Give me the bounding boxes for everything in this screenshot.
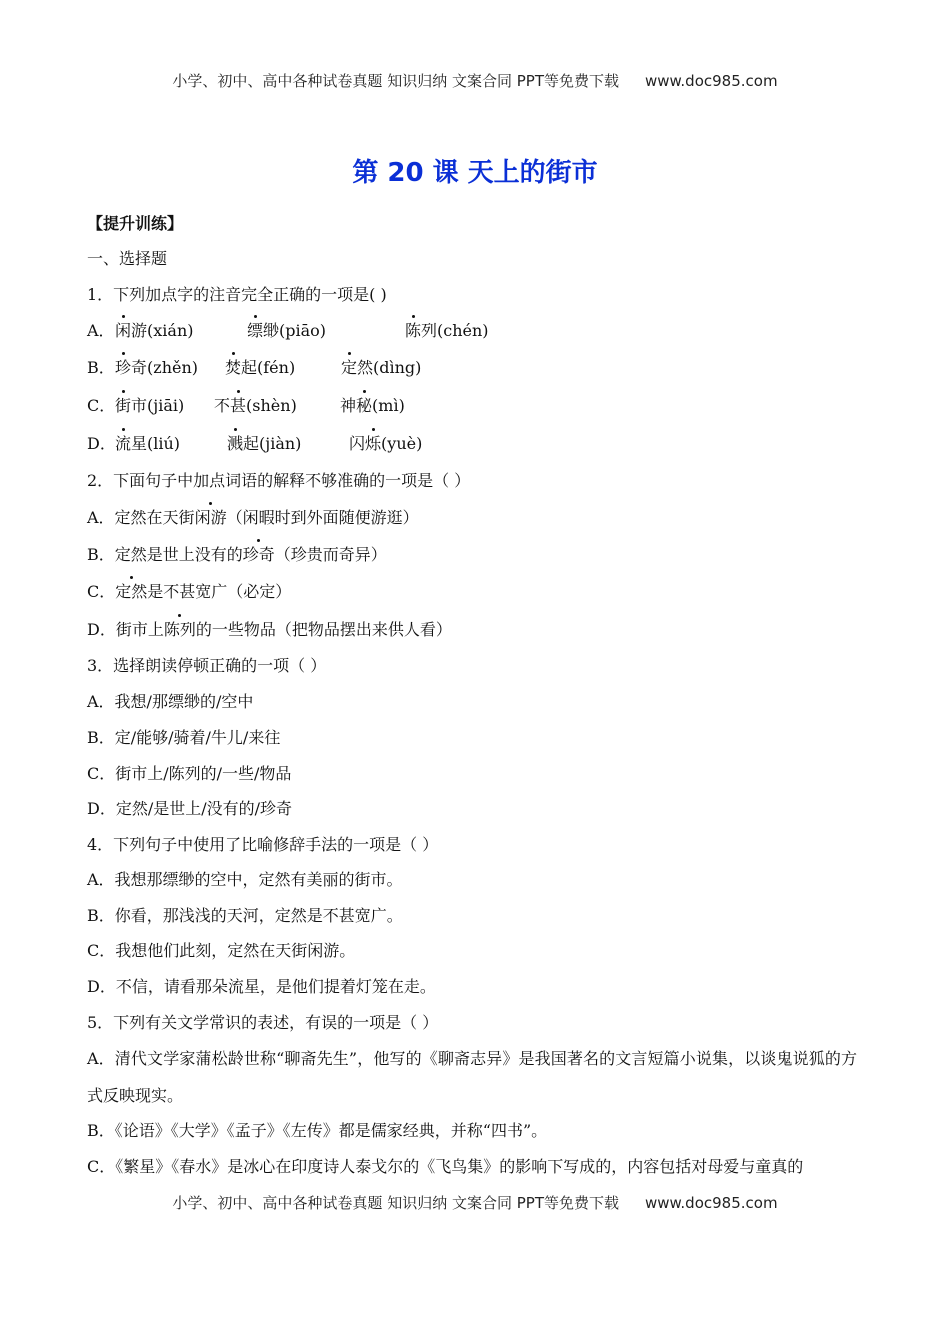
option-letter: C． (87, 396, 116, 415)
q5-option-b: B．《论语》《大学》《孟子》《左传》都是儒家经典，并称“四书”。 (87, 1121, 548, 1140)
q5-stem: 5．下列有关文学常识的表述，有误的一项是（ ） (87, 1013, 439, 1032)
dotted-char: 陈 (405, 321, 422, 340)
q3-stem: 3．选择朗读停顿正确的一项（ ） (87, 656, 327, 675)
q4-option-a: A．我想那缥缈的空中，定然有美丽的街市。 (87, 870, 403, 889)
dotted-char: 定 (341, 358, 358, 377)
dotted-word: 定然 (115, 582, 148, 601)
dotted-word: 闲游 (194, 508, 227, 527)
q2-stem: 2．下面句子中加点词语的解释不够准确的一项是（ ） (87, 471, 471, 490)
dotted-word: 陈列 (163, 620, 196, 639)
dotted-char: 焚 (225, 358, 242, 377)
q4-option-d: D．不信，请看那朵流星，是他们提着灯笼在走。 (87, 977, 436, 996)
q2-option-c: C．定然是不甚宽广（必定） (87, 582, 292, 601)
q3-option-b: B．定/能够/骑着/牛儿/来往 (87, 728, 281, 747)
header-url[interactable]: www.doc985.com (644, 72, 778, 90)
q5-option-c: C．《繁星》《春水》是冰心在印度诗人泰戈尔的《飞鸟集》的影响下写成的，内容包括对母爱与童真的 (87, 1157, 804, 1176)
q2-option-b: B．定然是世上没有的珍奇（珍贵而奇异） (87, 545, 387, 564)
dotted-char: 街 (115, 396, 132, 415)
q3-option-c: C．街市上/陈列的/一些/物品 (87, 764, 292, 783)
option-letter: D． (87, 434, 116, 453)
header-text: 小学、初中、高中各种试卷真题 知识归纳 文案合同 PPT等免费下载 (172, 72, 619, 90)
page-header (0, 70, 950, 91)
footer-url[interactable]: www.doc985.com (644, 1194, 778, 1212)
q2-option-d: D．街市上陈列的一些物品（把物品摆出来供人看） (87, 620, 452, 639)
q4-option-b: B．你看，那浅浅的天河，定然是不甚宽广。 (87, 906, 403, 925)
q4-stem: 4．下列句子中使用了比喻修辞手法的一项是（ ） (87, 835, 439, 854)
option-letter: A． (87, 321, 115, 340)
dotted-char: 溅 (227, 434, 244, 453)
dotted-char: 缥 (247, 321, 264, 340)
dotted-word: 珍奇 (242, 545, 275, 564)
q4-option-c: C．我想他们此刻，定然在天街闲游。 (87, 941, 356, 960)
dotted-char: 秘 (356, 396, 373, 415)
dotted-char: 珍 (115, 358, 132, 377)
dotted-char: 甚 (230, 396, 247, 415)
footer-text: 小学、初中、高中各种试卷真题 知识归纳 文案合同 PPT等免费下载 (172, 1194, 619, 1212)
page-title: 第 20 课 天上的街市 (352, 158, 598, 188)
q3-option-d: D．定然/是世上/没有的/珍奇 (87, 799, 293, 818)
q1-stem: 1．下列加点字的注音完全正确的一项是( ) (87, 285, 387, 304)
q5-option-a: A．清代文学家蒲松龄世称“聊斋先生”，他写的《聊斋志异》是我国著名的文言短篇小说集，以谈鬼说狐的方式反映现实。 (87, 1049, 857, 1105)
section-heading: 【提升训练】 (87, 214, 184, 233)
part-heading: 一、选择题 (87, 249, 168, 268)
q3-option-a: A．我想/那缥缈的/空中 (87, 692, 254, 711)
dotted-char: 闲 (115, 321, 132, 340)
q2-option-a: A．定然在天街闲游（闲暇时到外面随便游逛） (87, 508, 419, 527)
dotted-char: 烁 (365, 434, 382, 453)
page-footer (0, 1192, 950, 1213)
dotted-char: 流 (115, 434, 132, 453)
option-letter: B． (87, 358, 115, 377)
